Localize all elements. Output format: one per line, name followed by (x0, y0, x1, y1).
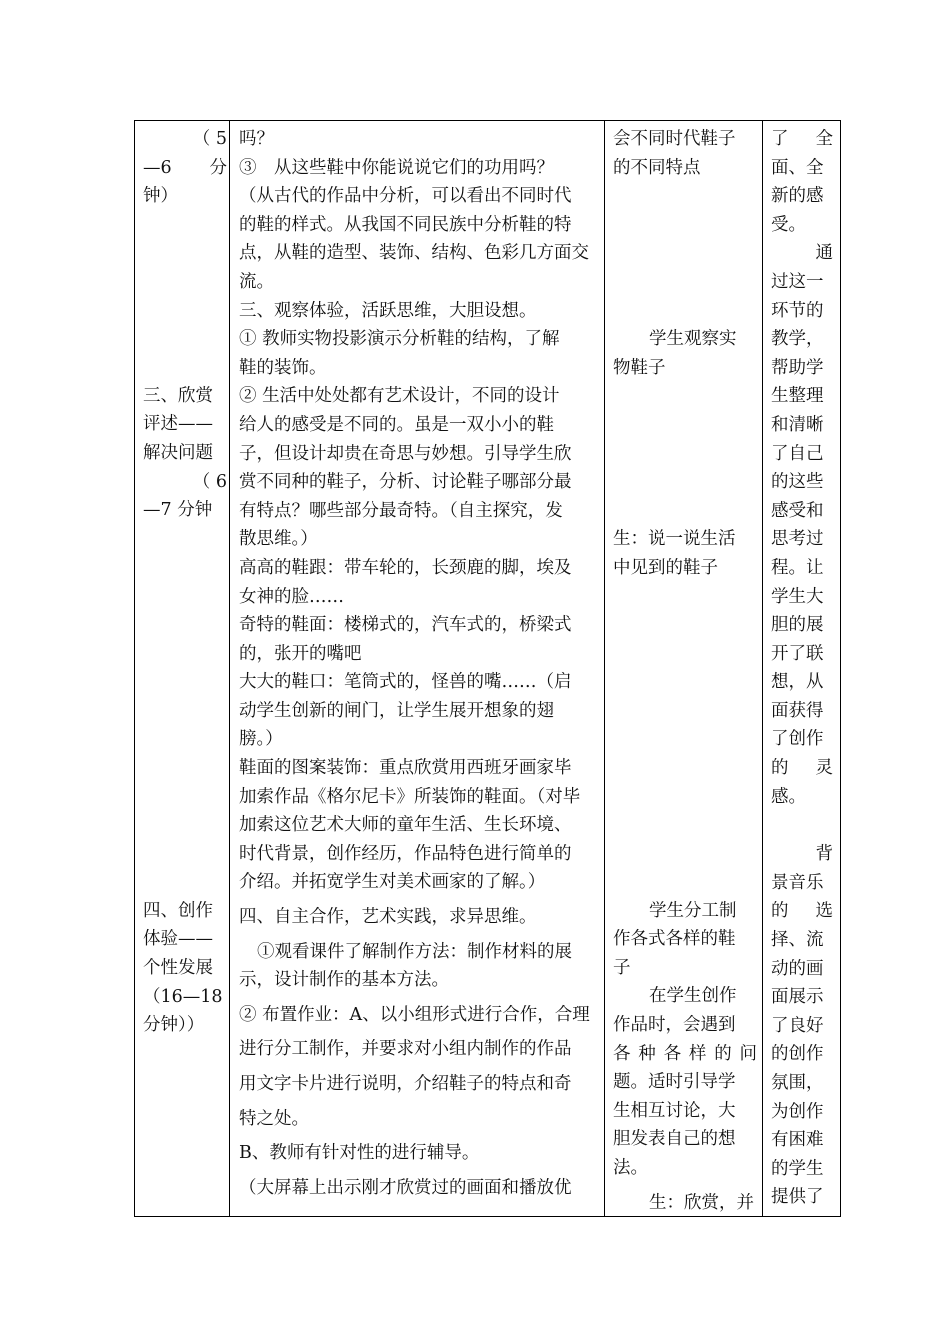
text-line: 面获得 (771, 700, 824, 721)
stage-heading-4: 四、创作 (143, 900, 213, 921)
text-line: 想，从 (771, 672, 824, 693)
text-line: 过这一 (771, 271, 824, 292)
text-line: 的不同特点 (613, 157, 701, 178)
text-line: 加索作品《格尔尼卡》所装饰的鞋面。（对毕 (239, 786, 581, 807)
text-line: 动学生创新的闸门，让学生展开想象的翅 (239, 700, 554, 721)
text-line: （从古代的作品中分析，可以看出不同时代 (239, 186, 572, 207)
stage-heading-4: 个性发展 (143, 957, 213, 978)
text-line: 为创作 (771, 1101, 824, 1122)
text-line: 各种各样的问 (613, 1043, 757, 1064)
text-line: 特之处。 (239, 1108, 309, 1129)
text-line: 新的感 (771, 186, 824, 207)
text-line: 了创作 (771, 729, 824, 750)
lesson-plan-table (134, 120, 841, 1217)
text-line: 进行分工制作，并要求对小组内制作的作品 (239, 1039, 572, 1060)
stage-heading-3: 评述—— (143, 414, 213, 435)
text-line: 开了联 (771, 643, 824, 664)
stage-heading-4: （16—18 (143, 986, 223, 1007)
text-line: 胆的展 (771, 615, 824, 636)
stage-heading-3: 解决问题 (143, 442, 213, 463)
text-line: 的鞋的样式。从我国不同民族中分析鞋的特 (239, 214, 572, 235)
text-line: 点，从鞋的造型、装饰、结构、色彩几方面交 (239, 243, 589, 264)
text-line: 示，设计制作的基本方法。 (239, 970, 449, 991)
text-line: 学生分工制 (649, 900, 737, 921)
text-line: 题。适时引导学 (613, 1072, 736, 1093)
stage-column (143, 125, 227, 1040)
text-line: 作各式各样的鞋 (613, 929, 736, 950)
text-line: 生：说一说生活 (613, 529, 736, 550)
text-line: 鞋面的图案装饰：重点欣赏用西班牙画家毕 (239, 758, 572, 779)
text-line: 时代背景，创作经历，作品特色进行简单的 (239, 843, 572, 864)
text-line: 的这些 (771, 472, 824, 493)
stage-heading-4: 分钟）） (143, 1015, 205, 1036)
text-line: ③ 从这些鞋中你能说说它们的功用吗？ (239, 157, 554, 178)
text-line: 物鞋子 (613, 357, 666, 378)
design-intent-column (771, 125, 833, 1212)
text-line: 作品时，会遇到 (613, 1014, 736, 1035)
text-line: 加索这位艺术大师的童年生活、生长环境、 (239, 815, 572, 836)
text-line: 用文字卡片进行说明，介绍鞋子的特点和奇 (239, 1074, 572, 1094)
text-line: 有特点？哪些部分最奇特。（自主探究，发 (239, 500, 563, 521)
text-line: 氛围， (771, 1073, 824, 1093)
text-line: 生：欣赏，并 (649, 1192, 754, 1213)
text-line: 女神的脸…… (239, 586, 344, 607)
text-line: 的，张开的嘴吧 (239, 643, 362, 664)
text-line: 的创作 (771, 1044, 824, 1065)
text-line: 思考过 (771, 529, 824, 550)
text-line: 生整理 (771, 386, 824, 407)
text-line: 面展示 (771, 987, 824, 1008)
section-heading: 四、自主合作，艺术实践，求异思维。 (239, 907, 537, 928)
text-line: 散思维。） (239, 529, 318, 550)
text-line: 环节的 (771, 300, 824, 321)
text-line: 学生观察实 (649, 329, 737, 350)
text-line: 的 选 (771, 901, 833, 922)
text-line: 子 (613, 957, 631, 978)
text-line: 受。 (771, 214, 806, 235)
text-line: 动的画 (771, 958, 824, 979)
text-line: ② 布置作业：A、以小组形式进行合作，合理 (239, 1004, 590, 1025)
text-line: 背 (815, 844, 833, 865)
text-line: ① 教师实物投影演示分析鞋的结构，了解 (239, 329, 560, 350)
text-line: 流。 (239, 271, 274, 292)
text-line: 奇特的鞋面：楼梯式的，汽车式的，桥梁式 (239, 615, 572, 636)
text-line: ①观看课件了解制作方法：制作材料的展 (257, 941, 572, 962)
text-line: 介绍。并拓宽学生对美术画家的了解。） (239, 872, 546, 893)
text-line: 大大的鞋口：笔筒式的，怪兽的嘴……（启 (239, 672, 572, 693)
stage-heading-3: 三、欣赏 (143, 385, 213, 406)
text-line: ② 生活中处处都有艺术设计，不同的设计 (239, 386, 560, 407)
text-line: 择、流 (771, 930, 824, 951)
text-line: 在学生创作 (649, 986, 737, 1007)
text-line: 给人的感受是不同的。虽是一双小小的鞋 (239, 414, 554, 435)
text-line: 胆发表自己的想 (613, 1129, 736, 1150)
text-line: 鞋的装饰。 (239, 357, 327, 378)
text-line: 了自己 (771, 443, 824, 464)
stage-heading-3: —7 分钟 (143, 500, 213, 521)
text-line: 的学生 (771, 1158, 824, 1179)
stage-text: 钟） (143, 186, 178, 207)
text-line: 提供了 (771, 1187, 824, 1208)
text-line: 通 (815, 243, 833, 264)
text-line: 学生大 (771, 586, 824, 607)
section-heading: 三、观察体验，活跃思维，大胆设想。 (239, 300, 537, 321)
text-line: 面、全 (771, 157, 824, 178)
column-divider (762, 121, 763, 1216)
student-activity-column (613, 125, 757, 1217)
column-divider (604, 121, 605, 1216)
text-line: （大屏幕上出示刚才欣赏过的画面和播放优 (239, 1177, 572, 1198)
text-line: 会不同时代鞋子 (613, 129, 736, 149)
text-line: 程。让 (771, 557, 824, 578)
text-line: 了良好 (771, 1015, 824, 1036)
text-line: 子，但设计却贵在奇思与妙想。引导学生欣 (239, 443, 572, 464)
text-line: 感。 (771, 786, 806, 807)
text-line: 的 灵 (771, 758, 833, 779)
text-line: 吗？ (239, 129, 274, 149)
text-line: 了 全 (771, 129, 833, 149)
text-line: 和清晰 (771, 414, 824, 435)
stage-heading-3: （ 6 (192, 471, 227, 492)
text-line: 膀。） (239, 729, 283, 750)
text-line: 中见到的鞋子 (613, 557, 718, 578)
text-line: B、教师有针对性的进行辅导。 (239, 1143, 480, 1164)
text-line: 景音乐 (771, 872, 824, 893)
column-divider (229, 121, 230, 1216)
stage-heading-4: 体验—— (143, 929, 213, 950)
text-line: 赏不同种的鞋子，分析、讨论鞋子哪部分最 (239, 472, 572, 493)
text-line: 感受和 (771, 500, 824, 521)
text-line: 法。 (613, 1157, 648, 1178)
text-line: 高高的鞋跟：带车轮的，长颈鹿的脚，埃及 (239, 557, 572, 578)
text-line: 生相互讨论，大 (613, 1100, 736, 1121)
text-line: 有困难 (771, 1130, 824, 1151)
text-line: 帮助学 (771, 357, 824, 378)
teacher-activity-column (239, 125, 601, 1202)
text-line: 教学， (771, 329, 824, 350)
stage-text: —6 分 (143, 157, 227, 178)
stage-text: （ 5 (192, 129, 227, 149)
